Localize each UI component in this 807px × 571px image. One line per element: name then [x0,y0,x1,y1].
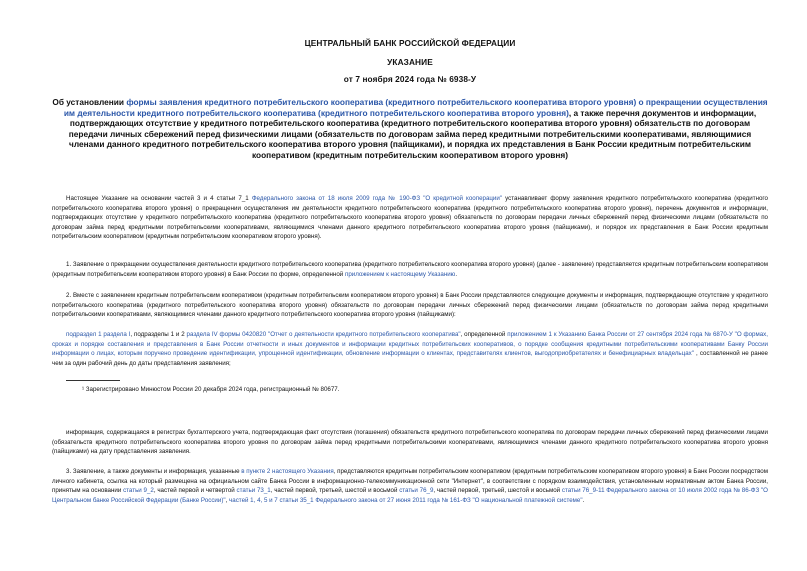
appendix-link[interactable]: приложением к настоящему Указанию [344,270,456,278]
point-2-link[interactable]: в пункте 2 настоящего Указания [241,468,334,475]
doc-date-number: от 7 ноября 2024 года № 6938-У [343,74,477,84]
p3-text: 3. Заявление, а также документы и информация, указанные [66,468,242,475]
paragraph-2-item-a [52,330,768,368]
title-text: Об установлении [52,97,127,107]
footnote-separator [66,380,120,381]
p1-text-end: . [455,270,458,278]
law-161-link[interactable]: частей 1, 4, 5 и 7 статьи 35_1 Федерального закона от 27 июня 2011 года № 161-ФЗ "О национальной платежной системе" [229,496,583,504]
p3-text-3: , частей первой и четвертой [153,487,237,495]
form-0420820-link[interactable]: раздела IV формы 0420820 "Отчет о деятельности кредитного потребительского кооператива" [186,331,461,338]
article-73-1-link[interactable]: статьи 73_1 [236,487,271,495]
footnote-text: Зарегистрировано Минюстом России 20 декабря 2024 года, регистрационный № 80677. [84,386,340,393]
p1-text: 1. Заявление о прекращении осуществления деятельности кредитного потребительского кооператива (кредитного потребительского кооператива второго уровня) (далее - заявление) представляется кредитным потребительским кооперативом (кредитным потребительским кооперативом второго уровня) в Банк России по форме, определенной [52,261,768,278]
intro-text: Настоящее Указание на основании частей 3 и 4 статьи 7_1 [66,195,252,202]
p2a-text-2: , определенной [460,331,508,338]
directive-6870-link[interactable]: приложением 1 к Указанию Банка России от 27 сентября 2024 года № 6870-У "О формах, сроках и порядке составления и представления в Банк России отчетности и иных документов и информации кредитных потребительских кооперативов, о порядке сообщения кредитными потребительскими кооперативами Банку России информации о лицах, которым поручено проведение идентификации, упрощенной идентификации, обновление информации о клиентах, представителях клиентов, выгодоприобретателях и бенефициарных владельцах" [52,331,768,358]
law-86-link[interactable]: статьи 76_9-11 Федерального закона от 10 июля 2002 года № 86-ФЗ "О Центральном банке Российской Федерации (Банке России)" [52,487,768,504]
p2b-text: информация, содержащаяся в регистрах бухгалтерского учета, подтверждающая факт отсутствия (погашения) обязательств кредитного потребительского кооператива по договорам передачи личных сбережений перед физическими лицами (обязательств кредитного потребительского кооператива второго уровня по договорам займа перед кредитными потребительскими кооперативами, являющимися членами данного кредитного потребительского кооператива второго уровня (пайщиками) на дату представления заявления. [52,429,768,456]
bank-name: ЦЕНТРАЛЬНЫЙ БАНК РОССИЙСКОЙ ФЕДЕРАЦИИ [304,38,516,48]
intro-text-rest: устанавливает форму заявления кредитного потребительского кооператива (кредитного потребительского кооператива второго уровня) о прекращении осуществления им деятельности кредитного потребительского кооператива (кредитного потребительского кооператива второго уровня), перечень документов и информации, подтверждающих отсутствие у кредитного потребительского кооператива (кредитного потребительского кооператива второго уровня) обязательств по договорам передачи личных сбережений перед физическими лицами (обязательств по договорам займа перед кредитными потребительскими кооперативами, являющимися членами данного кредитного потребительского кооператива второго уровня (пайщиками), и порядок их представления в Банк России кредитным потребительским кооперативом (кредитным потребительским кооперативом второго уровня). [52,195,768,241]
subsection-link[interactable]: подраздел 1 раздела I [66,331,131,338]
p3-text-6: , [225,496,230,504]
paragraph-2 [52,291,768,320]
doc-type: УКАЗАНИЕ [387,57,433,67]
p3-text-4: , частей первой, третьей, шестой и восьмой [270,487,400,495]
p3-text-2: , представляются кредитным потребительским кооперативом (кредитным потребительским кооперативом второго уровня) в Банк России посредством личного кабинета, ссылка на который размещена на официальном сайте Банка России в информационно-телекоммуникационной сети "Интернет", в соответствии с порядком взаимодействия, установленным нормативным актом Банка России, принятым на основании [52,468,768,495]
paragraph-3 [52,467,768,505]
p2-text: 2. Вместе с заявлением кредитным потребительским кооперативом (кредитным потребительским кооперативом второго уровня) в Банк России представляются следующие документы и информация, подтверждающие отсутствие у кредитного потребительского кооператива (кредитного потребительского кооператива второго уровня) обязательств по договорам передачи личных сбережений перед физическими лицами (обязательств по договорам займа перед кредитными потребительскими кооперативами, являющимися членами данного кредитного потребительского кооператива второго уровня (пайщиками): [52,292,768,319]
doc-title [52,97,768,160]
p3-text-5: , частей первой, третьей, шестой и восьмой [433,487,562,495]
law-190-link[interactable]: Федерального закона от 18 июля 2009 года № 190-ФЗ "О кредитной кооперации" [251,195,503,202]
footnote [82,385,339,394]
paragraph-1 [52,260,768,279]
paragraph-2-item-b [52,428,768,457]
title-text-rest: , а также перечня документов и информации, подтверждающих отсутствие у кредитного потребительского кооператива (кредитного потребительского кооператива второго уровня) обязательств по договорам передачи личных сбережений перед физическими лицами (обязательств по договорам займа перед кредитными потребительскими кооперативами, являющимися членами данного кредитного потребительского кооператива второго уровня (пайщиками), и порядка их представления в Банк России кредитным потребительским кооперативом (кредитным потребительским кооперативом второго уровня) [68,107,757,160]
article-76-9-link[interactable]: статьи 76_9 [399,487,434,495]
p2a-text: , подразделы 1 и 2 [130,331,187,338]
intro-paragraph [52,194,768,242]
article-9-2-link[interactable]: статьи 9_2 [123,487,154,495]
p3-text-end: . [582,496,585,504]
p2a-text-3: , составленной не ранее чем за один рабочий день до даты представления заявления; [52,350,768,367]
title-link[interactable]: формы заявления кредитного потребительского кооператива (кредитного потребительского кооператива второго уровня) о прекращении осуществления им деятельности кредитного потребительского кооператива (кредитного потребительского кооператива второго уровня) [63,97,768,118]
footnote-mark: ¹ [82,386,85,393]
